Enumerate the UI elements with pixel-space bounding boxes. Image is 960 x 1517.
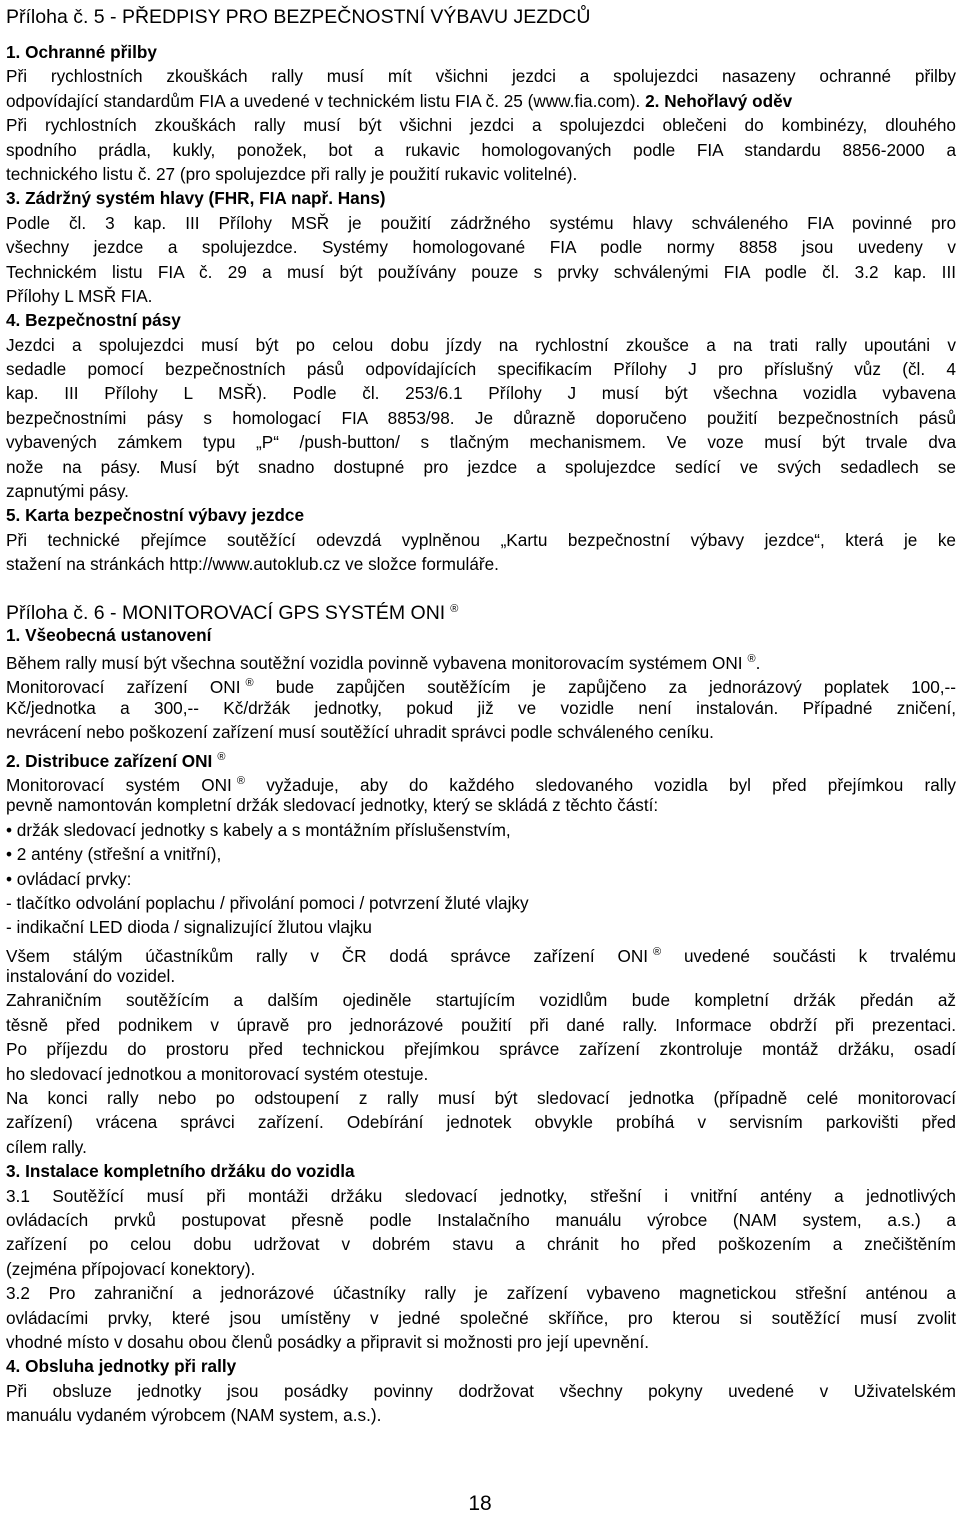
registered-mark: ® [450, 602, 459, 615]
text-line: Kč/jednotka a 300,-- Kč/držák jednotky, pokud již ve vozidle není instalován. Případné zničení, [6, 697, 956, 718]
text-line: (zejména přípojovací konektory). [6, 1258, 256, 1279]
annex5-s1-heading: 1. Ochranné přilby [6, 42, 157, 62]
text-line: vhodné místo v dosahu obou členů posádky a připravit si možnosti pro její upevnění. [6, 1331, 649, 1352]
annex6-title-text: Příloha č. 6 - MONITOROVACÍ GPS SYSTÉM ONI [6, 601, 446, 624]
text-line: bezpečnostními pásy s homologací FIA 8853/98. Je důrazně doporučeno použití bezpečnostních pásů [6, 407, 956, 428]
text-span: Monitorovací zařízení ONI [6, 677, 241, 698]
text-line: všechny jezdce a spolujezdce. Systémy homologované FIA podle normy 8858 jsou uvedeny v [6, 237, 956, 258]
text-line: manuálu vydaném výrobcem (NAM system, a.s.). [6, 1405, 382, 1426]
text-line: nože na pásy. Musí být snadno dostupné pro jezdce a spolujezdce sedící ve svých sedadlech se [6, 456, 956, 477]
text-line: Přílohy L MSŘ FIA. [6, 285, 153, 306]
text-line: cílem rally. [6, 1136, 87, 1157]
text-line: těsně před podnikem v úpravě pro jednorázové použití při dané rally. Informace obdrží při prezentaci. [6, 1014, 956, 1035]
annex6-s3-heading: 3. Instalace kompletního držáku do vozidla [6, 1161, 355, 1182]
text-line: stažení na stránkách http://www.autoklub.cz ve složce formuláře. [6, 554, 499, 575]
annex5-s2-heading: 2. Nehořlavý oděv [645, 90, 793, 111]
bullet-item: • držák sledovací jednotky s kabely a s montážním příslušenstvím, [6, 819, 511, 840]
text-line: Při rychlostních zkouškách rally musí mít všichni jezdci a spolujezdci nasazeny ochranné přilby [6, 66, 956, 87]
registered-mark: ® [653, 945, 662, 958]
text-line: 3.2 Pro zahraniční a jednorázové účastníky rally je zařízení vybaveno magnetickou střešní anténou a [6, 1283, 956, 1304]
registered-mark: ® [217, 750, 226, 763]
text-line: Na konci rally nebo po odstoupení z rally musí být sledovací jednotka (případně celé monitorovací [6, 1088, 956, 1109]
annex6-s2-heading [6, 745, 956, 769]
text-span: Monitorovací systém ONI [6, 774, 232, 795]
bullet-item: • 2 antény (střešní a vnitřní), [6, 844, 222, 865]
text-line: zařízení) vrácena správci zařízení. Odebírání jednotek obvykle probíhá v servisním parkovišti před [6, 1112, 956, 1133]
bullet-item: • ovládací prvky: [6, 868, 132, 889]
text-line: Zahraničním soutěžícím a dalším ojediněle startujícím vozidlům bude kompletní držák předán až [6, 990, 956, 1011]
text-span: Během rally musí být všechna soutěžní vozidla povinně vybavena monitorovacím systémem ONI [6, 652, 743, 673]
annex6-s4-heading: 4. Obsluha jednotky při rally [6, 1356, 237, 1377]
dash-item: - indikační LED dioda / signalizující žlutou vlajku [6, 917, 372, 938]
dash-item: - tlačítko odvolání poplachu / přivolání pomoci / potvrzení žluté vlajky [6, 892, 529, 913]
text-line: Při obsluze jednotky jsou posádky povinny dodržovat všechny pokyny uvedené v Uživatelském [6, 1380, 956, 1401]
text-span: bude zapůjčen soutěžícím je zapůjčeno za jednorázový poplatek 100,-- [275, 677, 956, 698]
text-span: Všem stálým účastníkům rally v ČR dodá správce zařízení ONI [6, 945, 649, 966]
text-span: . [755, 652, 761, 673]
text-line: instalování do vozidel. [6, 966, 176, 987]
text-span: 2. Distribuce zařízení ONI [6, 750, 213, 771]
text-line: Jezdci a spolujezdci musí být po celou dobu jízdy na rychlostní zkoušce a na trati rally upoutáni v [6, 334, 956, 355]
text-line: zařízení po celou dobu udržovat v dobrém stavu a chránit ho před poškozením a znečištěním [6, 1234, 956, 1255]
text-line [6, 647, 956, 671]
text-line: vybavených zámkem typu „P“ /push-button/ s tlačným mechanismem. Ve voze musí být trvale dva [6, 432, 956, 453]
text-line [6, 940, 956, 964]
text-line: Podle čl. 3 kap. III Přílohy MSŘ je použití zádržného systému hlavy schváleného FIA povinné pro [6, 212, 956, 233]
text-line: Při technické přejímce soutěžící odevzdá vyplněnou „Kartu bezpečnostní výbavy jezdce“, která je ke [6, 529, 956, 550]
annex5-s5-heading: 5. Karta bezpečnostní výbavy jezdce [6, 505, 305, 526]
text-span: odpovídající standardům FIA a uvedené v technickém listu FIA č. 25 (www.fia.com). [6, 90, 641, 111]
text-line: ovládacími prvky, které jsou umístěny v jedné společné skříňce, pro kterou si soutěžící musí zvolit [6, 1307, 956, 1328]
text-line: kap. III Přílohy L MSŘ). Podle čl. 253/6.1 Přílohy J musí být všechna vozidla vybavena [6, 383, 956, 404]
text-line: sedadle pomocí bezpečnostních pásů odpovídajících specifikacím Přílohy J pro příslušný vůz (čl. 4 [6, 359, 956, 380]
text-line: 3.1 Soutěžící musí při montáži držáku sledovací jednotky, střešní i vnitřní antény a jednotlivých [6, 1185, 956, 1206]
text-line: zapnutými pásy. [6, 481, 129, 502]
text-span: vyžaduje, aby do každého sledovaného vozidla byl před přejímkou rally [266, 774, 956, 795]
text-line [6, 671, 956, 698]
text-line: spodního prádla, kukly, ponožek, bot a rukavic homologovaných podle FIA standardu 8856-2000 a [6, 139, 956, 160]
registered-mark: ® [245, 677, 254, 690]
document-page [6, 3, 956, 1427]
registered-mark: ® [236, 774, 245, 787]
text-line: ovládacích prvků postupovat přesně podle Instalačního manuálu výrobce (NAM system, a.s.) a [6, 1209, 956, 1230]
text-line: Technickém listu FIA č. 29 a musí být používány pouze s prvky schválenými FIA podle čl. 3.2 kap. III [6, 261, 956, 282]
text-line: ho sledovací jednotkou a monitorovací systém otestuje. [6, 1063, 429, 1084]
text-line [6, 769, 956, 793]
annex5-s1-text-end [6, 89, 956, 113]
text-line: nevrácení nebo poškození zařízení musí soutěžící uhradit správci podle schváleného ceníku. [6, 722, 714, 743]
annex6-s1-heading: 1. Všeobecná ustanovení [6, 624, 212, 645]
text-line: Po příjezdu do prostoru před technickou přejímkou správce zařízení zkontroluje montáž držáku, osadí [6, 1039, 956, 1060]
annex5-title: Příloha č. 5 - PŘEDPISY PRO BEZPEČNOSTNÍ VÝBAVU JEZDCŮ [6, 6, 591, 28]
page-number: 18 [468, 1492, 492, 1515]
annex6-title [6, 595, 956, 623]
annex5-s3-heading: 3. Zádržný systém hlavy (FHR, FIA např. Hans) [6, 188, 386, 209]
text-line: pevně namontován kompletní držák sledovací jednotky, který se skládá z těchto částí: [6, 795, 659, 816]
registered-mark: ® [747, 652, 756, 665]
annex5-s4-heading: 4. Bezpečnostní pásy [6, 310, 181, 331]
text-line: technického listu č. 27 (pro spolujezdce při rally je použití rukavic volitelné). [6, 163, 578, 184]
text-line: Při rychlostních zkouškách rally musí být všichni jezdci a spolujezdci oblečeni do kombinézy, dlouhého [6, 115, 956, 136]
text-span: uvedené součásti k trvalému [684, 945, 957, 966]
